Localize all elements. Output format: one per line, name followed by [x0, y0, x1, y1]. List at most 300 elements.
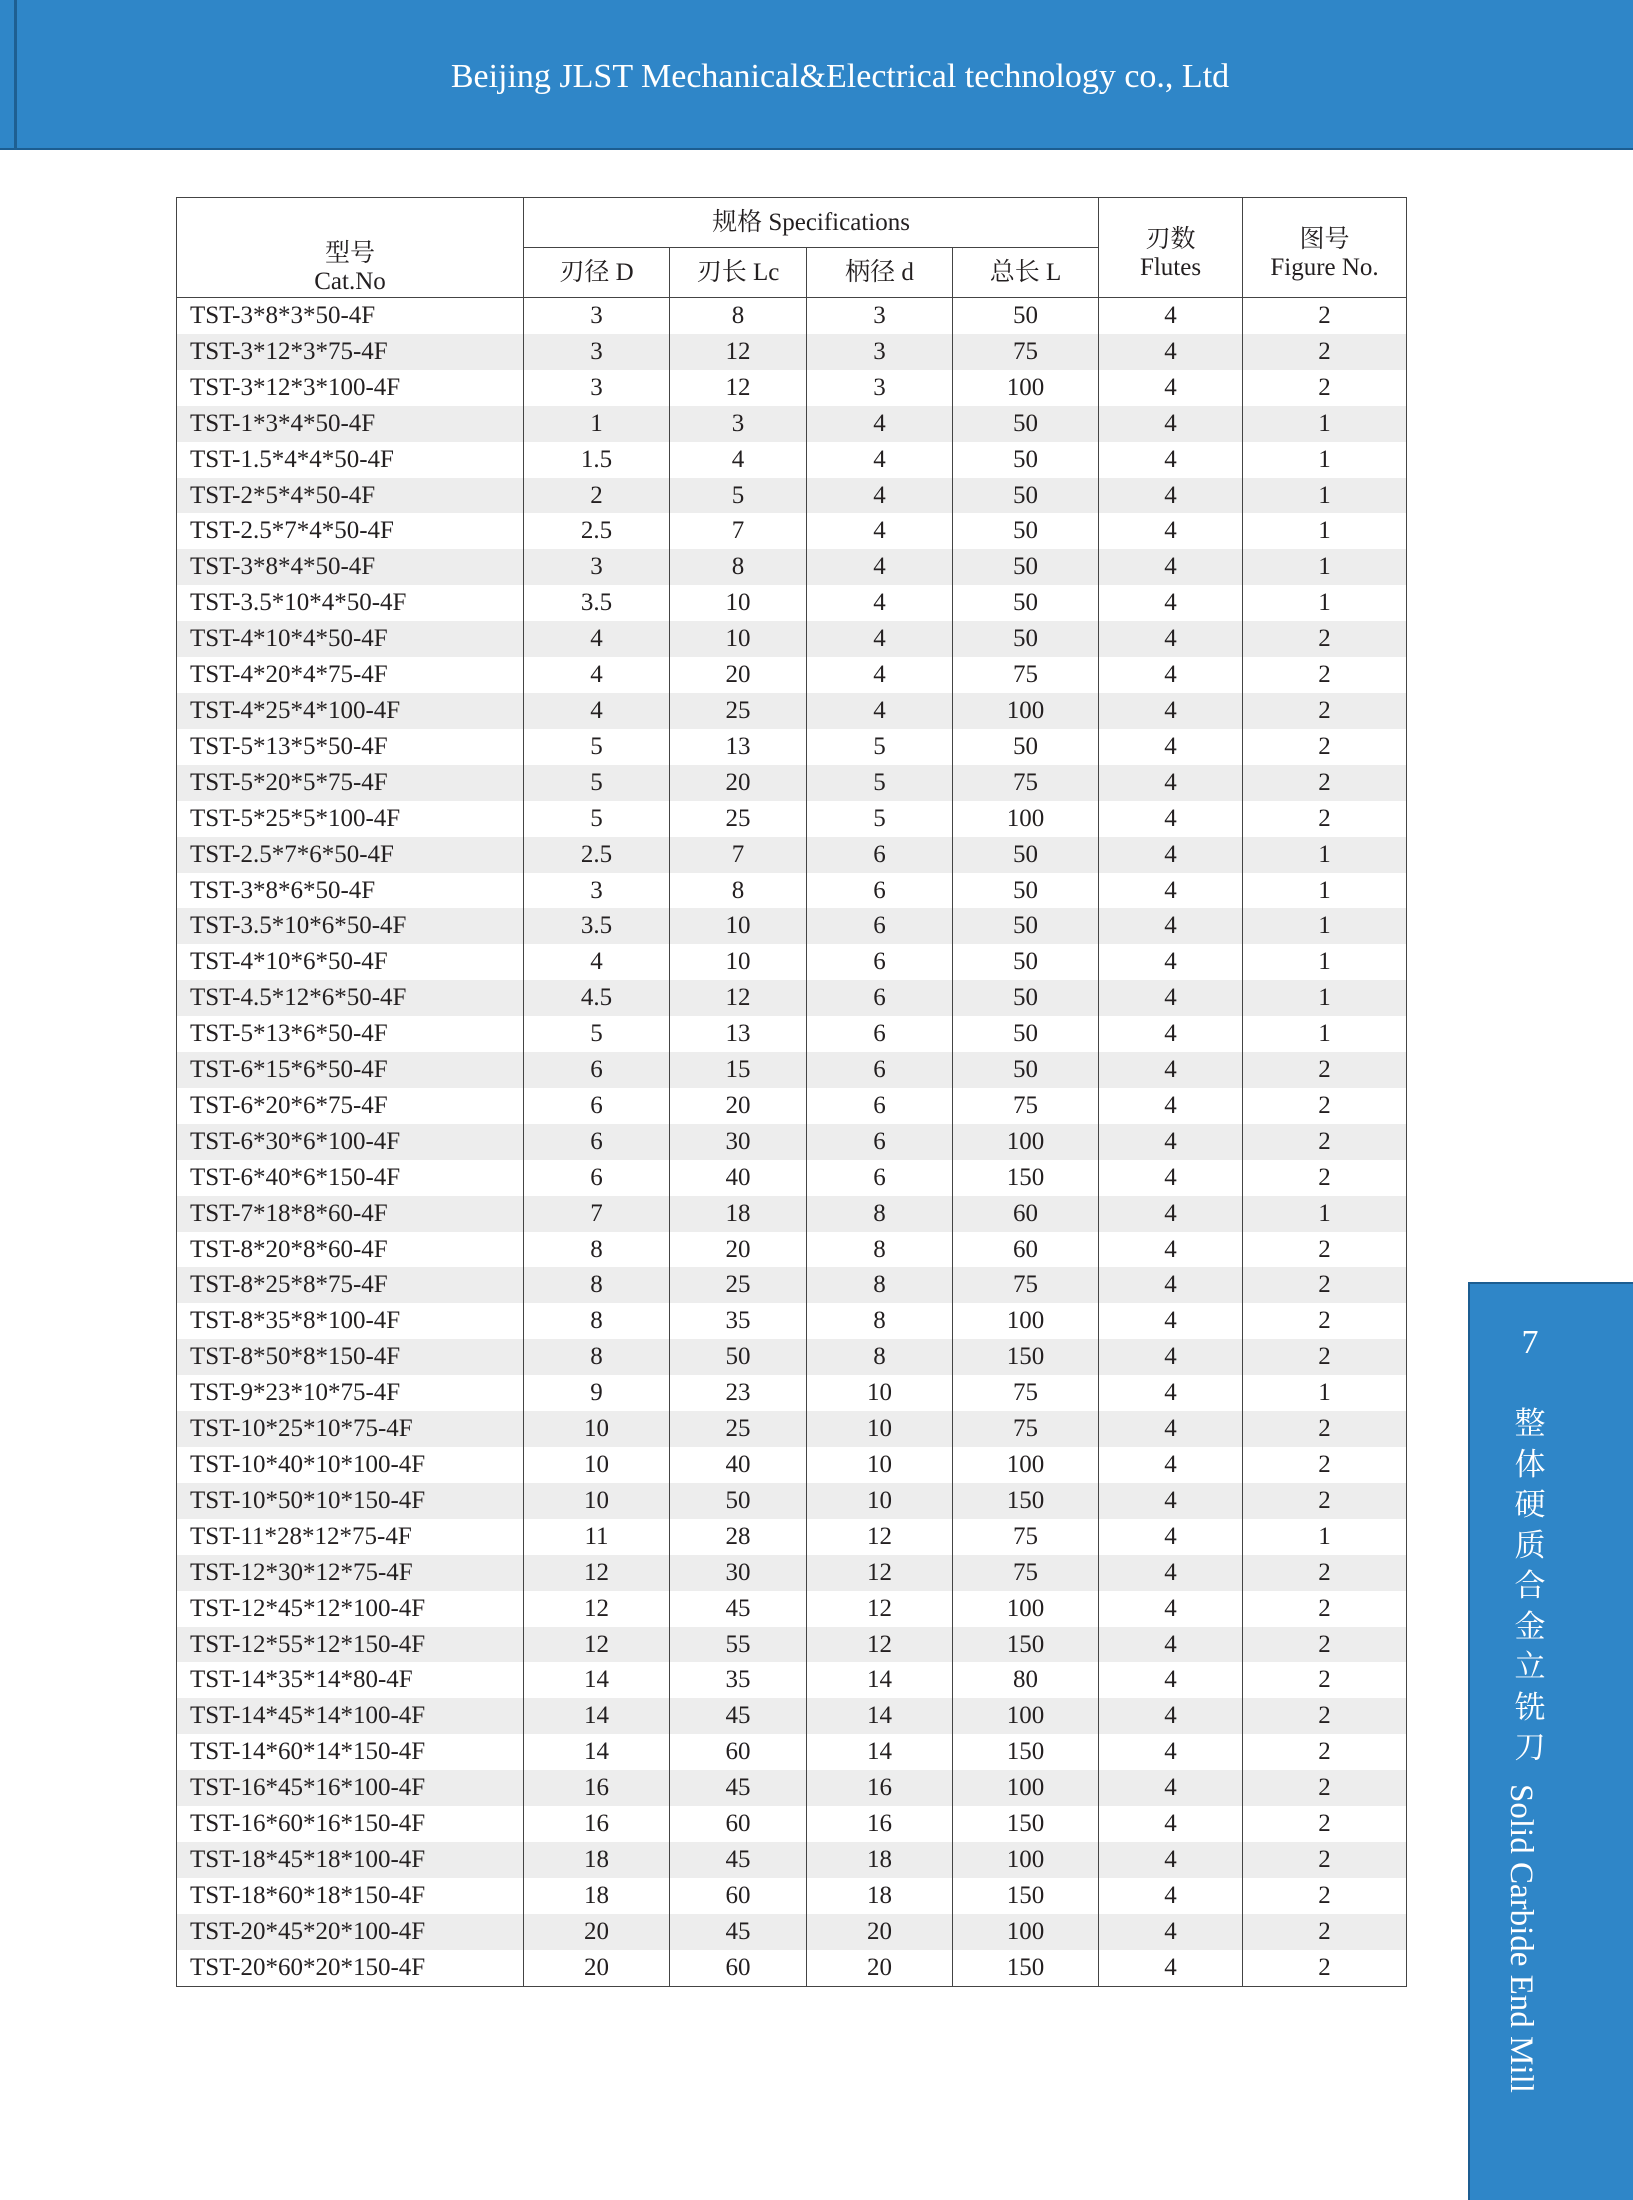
col-header-fig-en: Figure No. [1270, 253, 1379, 281]
overall-length-cell: 75 [953, 1519, 1099, 1555]
figure-no-cell: 1 [1243, 1196, 1407, 1232]
cat-no-cell: TST-10*25*10*75-4F [177, 1411, 524, 1447]
cat-no-cell: TST-20*60*20*150-4F [177, 1950, 524, 1986]
table-row [177, 729, 1407, 765]
flutes-cell: 4 [1099, 1124, 1243, 1160]
cat-no-cell: TST-14*45*14*100-4F [177, 1698, 524, 1734]
flutes-cell: 4 [1099, 1770, 1243, 1806]
cutting-diameter-cell: 2 [524, 478, 670, 514]
figure-no-cell: 1 [1243, 1519, 1407, 1555]
flutes-cell: 4 [1099, 1483, 1243, 1519]
figure-no-cell: 2 [1243, 1770, 1407, 1806]
overall-length-cell: 50 [953, 944, 1099, 980]
flutes-cell: 4 [1099, 1555, 1243, 1591]
cat-no-cell: TST-4*10*4*50-4F [177, 621, 524, 657]
flutes-cell: 4 [1099, 1303, 1243, 1339]
shank-diameter-cell: 4 [807, 442, 953, 478]
cat-no-cell: TST-18*60*18*150-4F [177, 1878, 524, 1914]
cutting-length-cell: 4 [670, 442, 807, 478]
shank-diameter-cell: 3 [807, 334, 953, 370]
header-band [0, 0, 1633, 150]
spec-table [176, 197, 1407, 1987]
overall-length-cell: 50 [953, 513, 1099, 549]
figure-no-cell: 2 [1243, 1591, 1407, 1627]
figure-no-cell: 1 [1243, 478, 1407, 514]
spec-table-body [177, 298, 1407, 1987]
cat-no-cell: TST-1.5*4*4*50-4F [177, 442, 524, 478]
table-row [177, 908, 1407, 944]
table-row [177, 585, 1407, 621]
shank-diameter-cell: 16 [807, 1806, 953, 1842]
cat-no-cell: TST-11*28*12*75-4F [177, 1519, 524, 1555]
shank-diameter-cell: 6 [807, 1088, 953, 1124]
cat-no-cell: TST-8*20*8*60-4F [177, 1232, 524, 1268]
flutes-cell: 4 [1099, 765, 1243, 801]
cutting-length-cell: 25 [670, 1411, 807, 1447]
flutes-cell: 4 [1099, 1591, 1243, 1627]
overall-length-cell: 75 [953, 1375, 1099, 1411]
cutting-diameter-cell: 8 [524, 1303, 670, 1339]
shank-diameter-cell: 6 [807, 1052, 953, 1088]
cat-no-cell: TST-12*30*12*75-4F [177, 1555, 524, 1591]
cutting-diameter-cell: 10 [524, 1483, 670, 1519]
col-header-cutting-length: 刃长 Lc [670, 248, 807, 298]
figure-no-cell: 2 [1243, 1842, 1407, 1878]
cutting-length-cell: 12 [670, 370, 807, 406]
figure-no-cell: 2 [1243, 334, 1407, 370]
table-row [177, 1770, 1407, 1806]
figure-no-cell: 2 [1243, 370, 1407, 406]
cat-no-cell: TST-5*13*5*50-4F [177, 729, 524, 765]
flutes-cell: 4 [1099, 334, 1243, 370]
cutting-length-cell: 60 [670, 1878, 807, 1914]
table-row [177, 657, 1407, 693]
table-row [177, 1591, 1407, 1627]
cutting-length-cell: 45 [670, 1914, 807, 1950]
figure-no-cell: 1 [1243, 873, 1407, 909]
flutes-cell: 4 [1099, 1734, 1243, 1770]
table-row [177, 1303, 1407, 1339]
col-header-flutes-en: Flutes [1139, 253, 1202, 281]
cat-no-cell: TST-8*35*8*100-4F [177, 1303, 524, 1339]
shank-diameter-cell: 16 [807, 1770, 953, 1806]
cutting-diameter-cell: 6 [524, 1052, 670, 1088]
cutting-length-cell: 20 [670, 657, 807, 693]
table-row [177, 1627, 1407, 1663]
cutting-diameter-cell: 7 [524, 1196, 670, 1232]
overall-length-cell: 50 [953, 478, 1099, 514]
cutting-diameter-cell: 3 [524, 873, 670, 909]
overall-length-cell: 75 [953, 657, 1099, 693]
cutting-length-cell: 10 [670, 908, 807, 944]
flutes-cell: 4 [1099, 1698, 1243, 1734]
figure-no-cell: 2 [1243, 1734, 1407, 1770]
flutes-cell: 4 [1099, 1878, 1243, 1914]
flutes-cell: 4 [1099, 1339, 1243, 1375]
cutting-length-cell: 20 [670, 1232, 807, 1268]
shank-diameter-cell: 3 [807, 370, 953, 406]
cutting-length-cell: 40 [670, 1447, 807, 1483]
cutting-length-cell: 50 [670, 1339, 807, 1375]
flutes-cell: 4 [1099, 980, 1243, 1016]
shank-diameter-cell: 4 [807, 621, 953, 657]
cutting-diameter-cell: 14 [524, 1698, 670, 1734]
flutes-cell: 4 [1099, 1196, 1243, 1232]
cat-no-cell: TST-8*50*8*150-4F [177, 1339, 524, 1375]
cat-no-cell: TST-4*25*4*100-4F [177, 693, 524, 729]
cutting-diameter-cell: 9 [524, 1375, 670, 1411]
flutes-cell: 4 [1099, 908, 1243, 944]
flutes-cell: 4 [1099, 1662, 1243, 1698]
col-header-fig-cn: 图号 [1299, 226, 1350, 253]
figure-no-cell: 2 [1243, 1555, 1407, 1591]
col-header-flutes [1099, 198, 1243, 298]
flutes-cell: 4 [1099, 1375, 1243, 1411]
figure-no-cell: 2 [1243, 1806, 1407, 1842]
overall-length-cell: 150 [953, 1806, 1099, 1842]
shank-diameter-cell: 5 [807, 729, 953, 765]
shank-diameter-cell: 20 [807, 1950, 953, 1986]
cutting-diameter-cell: 20 [524, 1914, 670, 1950]
overall-length-cell: 75 [953, 765, 1099, 801]
figure-no-cell: 1 [1243, 1016, 1407, 1052]
flutes-cell: 4 [1099, 1232, 1243, 1268]
figure-no-cell: 2 [1243, 1267, 1407, 1303]
table-row [177, 1914, 1407, 1950]
flutes-cell: 4 [1099, 873, 1243, 909]
cutting-length-cell: 10 [670, 585, 807, 621]
figure-no-cell: 2 [1243, 1627, 1407, 1663]
flutes-cell: 4 [1099, 801, 1243, 837]
cutting-length-cell: 40 [670, 1160, 807, 1196]
figure-no-cell: 2 [1243, 1124, 1407, 1160]
overall-length-cell: 50 [953, 1052, 1099, 1088]
flutes-cell: 4 [1099, 1447, 1243, 1483]
cutting-length-cell: 13 [670, 1016, 807, 1052]
figure-no-cell: 1 [1243, 1375, 1407, 1411]
cutting-length-cell: 35 [670, 1303, 807, 1339]
figure-no-cell: 2 [1243, 1662, 1407, 1698]
table-row [177, 334, 1407, 370]
shank-diameter-cell: 12 [807, 1555, 953, 1591]
cat-no-cell: TST-3*8*6*50-4F [177, 873, 524, 909]
figure-no-cell: 2 [1243, 1303, 1407, 1339]
figure-no-cell: 2 [1243, 1232, 1407, 1268]
col-header-cat-cn: 型号 [324, 240, 375, 267]
overall-length-cell: 150 [953, 1950, 1099, 1986]
cutting-length-cell: 20 [670, 765, 807, 801]
cutting-length-cell: 60 [670, 1734, 807, 1770]
cutting-diameter-cell: 12 [524, 1555, 670, 1591]
overall-length-cell: 50 [953, 873, 1099, 909]
col-header-figure-no [1243, 198, 1407, 298]
cutting-length-cell: 30 [670, 1555, 807, 1591]
overall-length-cell: 50 [953, 837, 1099, 873]
flutes-cell: 4 [1099, 1016, 1243, 1052]
cutting-diameter-cell: 5 [524, 765, 670, 801]
overall-length-cell: 50 [953, 908, 1099, 944]
shank-diameter-cell: 4 [807, 478, 953, 514]
table-row [177, 873, 1407, 909]
overall-length-cell: 100 [953, 1124, 1099, 1160]
cutting-diameter-cell: 16 [524, 1770, 670, 1806]
cutting-length-cell: 35 [670, 1662, 807, 1698]
cutting-diameter-cell: 11 [524, 1519, 670, 1555]
cutting-diameter-cell: 2.5 [524, 513, 670, 549]
figure-no-cell: 1 [1243, 442, 1407, 478]
cat-no-cell: TST-20*45*20*100-4F [177, 1914, 524, 1950]
cutting-length-cell: 20 [670, 1088, 807, 1124]
overall-length-cell: 100 [953, 1591, 1099, 1627]
shank-diameter-cell: 14 [807, 1662, 953, 1698]
overall-length-cell: 100 [953, 1698, 1099, 1734]
cutting-length-cell: 60 [670, 1950, 807, 1986]
cutting-diameter-cell: 10 [524, 1447, 670, 1483]
table-row [177, 1196, 1407, 1232]
shank-diameter-cell: 6 [807, 837, 953, 873]
cat-no-cell: TST-5*25*5*100-4F [177, 801, 524, 837]
chapter-title-cn-char: 体 [1514, 1446, 1546, 1483]
flutes-cell: 4 [1099, 837, 1243, 873]
table-row [177, 693, 1407, 729]
chapter-title-cn-char: 整 [1514, 1406, 1546, 1442]
cutting-diameter-cell: 14 [524, 1734, 670, 1770]
cutting-length-cell: 8 [670, 873, 807, 909]
table-row [177, 1483, 1407, 1519]
overall-length-cell: 75 [953, 1267, 1099, 1303]
overall-length-cell: 50 [953, 729, 1099, 765]
cutting-diameter-cell: 6 [524, 1160, 670, 1196]
flutes-cell: 4 [1099, 1160, 1243, 1196]
shank-diameter-cell: 12 [807, 1519, 953, 1555]
table-row [177, 478, 1407, 514]
cutting-diameter-cell: 2.5 [524, 837, 670, 873]
cutting-diameter-cell: 3 [524, 370, 670, 406]
figure-no-cell: 2 [1243, 657, 1407, 693]
table-row [177, 1088, 1407, 1124]
cat-no-cell: TST-10*50*10*150-4F [177, 1483, 524, 1519]
figure-no-cell: 1 [1243, 549, 1407, 585]
figure-no-cell: 2 [1243, 765, 1407, 801]
cat-no-cell: TST-1*3*4*50-4F [177, 406, 524, 442]
cutting-diameter-cell: 16 [524, 1806, 670, 1842]
shank-diameter-cell: 8 [807, 1232, 953, 1268]
flutes-cell: 4 [1099, 549, 1243, 585]
overall-length-cell: 150 [953, 1734, 1099, 1770]
table-row [177, 1662, 1407, 1698]
cat-no-cell: TST-16*45*16*100-4F [177, 1770, 524, 1806]
overall-length-cell: 100 [953, 1842, 1099, 1878]
cat-no-cell: TST-7*18*8*60-4F [177, 1196, 524, 1232]
cutting-length-cell: 45 [670, 1591, 807, 1627]
col-header-cat-en: Cat.No [314, 267, 386, 295]
cutting-diameter-cell: 5 [524, 729, 670, 765]
shank-diameter-cell: 6 [807, 873, 953, 909]
cutting-length-cell: 10 [670, 621, 807, 657]
cat-no-cell: TST-12*45*12*100-4F [177, 1591, 524, 1627]
flutes-cell: 4 [1099, 693, 1243, 729]
col-header-cat-no [177, 198, 524, 298]
cutting-length-cell: 45 [670, 1698, 807, 1734]
table-row [177, 1842, 1407, 1878]
figure-no-cell: 2 [1243, 621, 1407, 657]
cat-no-cell: TST-3*12*3*100-4F [177, 370, 524, 406]
cat-no-cell: TST-4*20*4*75-4F [177, 657, 524, 693]
cutting-length-cell: 28 [670, 1519, 807, 1555]
cat-no-cell: TST-3*8*3*50-4F [177, 298, 524, 334]
company-title: Beijing JLST Mechanical&Electrical technology co., Ltd [450, 58, 1230, 95]
flutes-cell: 4 [1099, 621, 1243, 657]
spec-table-wrapper [176, 197, 1406, 1987]
figure-no-cell: 2 [1243, 729, 1407, 765]
cutting-diameter-cell: 6 [524, 1088, 670, 1124]
shank-diameter-cell: 4 [807, 549, 953, 585]
table-row [177, 1698, 1407, 1734]
cutting-length-cell: 7 [670, 513, 807, 549]
overall-length-cell: 75 [953, 1411, 1099, 1447]
cutting-length-cell: 3 [670, 406, 807, 442]
table-row [177, 1375, 1407, 1411]
flutes-cell: 4 [1099, 944, 1243, 980]
cat-no-cell: TST-14*60*14*150-4F [177, 1734, 524, 1770]
chapter-title-cn-char: 硬 [1514, 1487, 1546, 1523]
flutes-cell: 4 [1099, 729, 1243, 765]
cat-no-cell: TST-6*20*6*75-4F [177, 1088, 524, 1124]
cutting-diameter-cell: 12 [524, 1627, 670, 1663]
table-row [177, 1411, 1407, 1447]
shank-diameter-cell: 14 [807, 1698, 953, 1734]
table-row [177, 1806, 1407, 1842]
cutting-diameter-cell: 1.5 [524, 442, 670, 478]
overall-length-cell: 60 [953, 1232, 1099, 1268]
table-row [177, 1734, 1407, 1770]
shank-diameter-cell: 6 [807, 1016, 953, 1052]
table-row [177, 1267, 1407, 1303]
cutting-diameter-cell: 1 [524, 406, 670, 442]
shank-diameter-cell: 8 [807, 1196, 953, 1232]
shank-diameter-cell: 10 [807, 1447, 953, 1483]
flutes-cell: 4 [1099, 1950, 1243, 1986]
table-row [177, 980, 1407, 1016]
shank-diameter-cell: 10 [807, 1411, 953, 1447]
table-row [177, 1447, 1407, 1483]
overall-length-cell: 100 [953, 1447, 1099, 1483]
overall-length-cell: 50 [953, 1016, 1099, 1052]
cutting-length-cell: 25 [670, 801, 807, 837]
table-row [177, 513, 1407, 549]
overall-length-cell: 50 [953, 621, 1099, 657]
table-row [177, 1878, 1407, 1914]
cat-no-cell: TST-3.5*10*4*50-4F [177, 585, 524, 621]
shank-diameter-cell: 5 [807, 801, 953, 837]
table-row [177, 1052, 1407, 1088]
cutting-length-cell: 15 [670, 1052, 807, 1088]
table-row [177, 1232, 1407, 1268]
cutting-diameter-cell: 4 [524, 693, 670, 729]
shank-diameter-cell: 10 [807, 1375, 953, 1411]
shank-diameter-cell: 4 [807, 513, 953, 549]
flutes-cell: 4 [1099, 1267, 1243, 1303]
table-row [177, 801, 1407, 837]
shank-diameter-cell: 4 [807, 657, 953, 693]
shank-diameter-cell: 4 [807, 406, 953, 442]
cutting-length-cell: 25 [670, 1267, 807, 1303]
cutting-diameter-cell: 8 [524, 1267, 670, 1303]
cat-no-cell: TST-2.5*7*6*50-4F [177, 837, 524, 873]
cutting-length-cell: 10 [670, 944, 807, 980]
overall-length-cell: 150 [953, 1160, 1099, 1196]
overall-length-cell: 50 [953, 980, 1099, 1016]
overall-length-cell: 150 [953, 1339, 1099, 1375]
overall-length-cell: 50 [953, 298, 1099, 334]
flutes-cell: 4 [1099, 298, 1243, 334]
shank-diameter-cell: 12 [807, 1591, 953, 1627]
shank-diameter-cell: 3 [807, 298, 953, 334]
overall-length-cell: 100 [953, 1914, 1099, 1950]
cutting-diameter-cell: 4 [524, 944, 670, 980]
figure-no-cell: 2 [1243, 1914, 1407, 1950]
side-chapter-tab [1468, 1282, 1633, 2200]
cutting-length-cell: 23 [670, 1375, 807, 1411]
table-row [177, 1016, 1407, 1052]
cutting-diameter-cell: 8 [524, 1232, 670, 1268]
cat-no-cell: TST-3.5*10*6*50-4F [177, 908, 524, 944]
flutes-cell: 4 [1099, 585, 1243, 621]
chapter-title-cn-char: 质 [1514, 1527, 1546, 1564]
col-header-overall-length: 总长 L [953, 248, 1099, 298]
cutting-length-cell: 13 [670, 729, 807, 765]
figure-no-cell: 1 [1243, 837, 1407, 873]
cat-no-cell: TST-4*10*6*50-4F [177, 944, 524, 980]
table-row [177, 1160, 1407, 1196]
overall-length-cell: 150 [953, 1878, 1099, 1914]
overall-length-cell: 50 [953, 406, 1099, 442]
table-row [177, 1339, 1407, 1375]
chapter-title-cn-char: 金 [1514, 1608, 1546, 1645]
shank-diameter-cell: 6 [807, 1124, 953, 1160]
col-header-cutting-diameter: 刃径 D [524, 248, 670, 298]
shank-diameter-cell: 4 [807, 585, 953, 621]
cutting-length-cell: 45 [670, 1842, 807, 1878]
shank-diameter-cell: 8 [807, 1303, 953, 1339]
col-header-specifications: 规格 Specifications [524, 198, 1099, 248]
cat-no-cell: TST-5*20*5*75-4F [177, 765, 524, 801]
flutes-cell: 4 [1099, 1411, 1243, 1447]
chapter-title-cn-char: 立 [1514, 1649, 1546, 1685]
table-row [177, 621, 1407, 657]
shank-diameter-cell: 20 [807, 1914, 953, 1950]
table-row [177, 1519, 1407, 1555]
cutting-diameter-cell: 8 [524, 1339, 670, 1375]
figure-no-cell: 2 [1243, 1411, 1407, 1447]
shank-diameter-cell: 14 [807, 1734, 953, 1770]
flutes-cell: 4 [1099, 1842, 1243, 1878]
cutting-length-cell: 50 [670, 1483, 807, 1519]
cutting-diameter-cell: 4 [524, 657, 670, 693]
overall-length-cell: 80 [953, 1662, 1099, 1698]
flutes-cell: 4 [1099, 478, 1243, 514]
shank-diameter-cell: 10 [807, 1483, 953, 1519]
overall-length-cell: 100 [953, 693, 1099, 729]
overall-length-cell: 50 [953, 549, 1099, 585]
flutes-cell: 4 [1099, 1627, 1243, 1663]
figure-no-cell: 1 [1243, 513, 1407, 549]
shank-diameter-cell: 6 [807, 980, 953, 1016]
overall-length-cell: 100 [953, 1770, 1099, 1806]
flutes-cell: 4 [1099, 1806, 1243, 1842]
cutting-length-cell: 12 [670, 334, 807, 370]
shank-diameter-cell: 18 [807, 1878, 953, 1914]
